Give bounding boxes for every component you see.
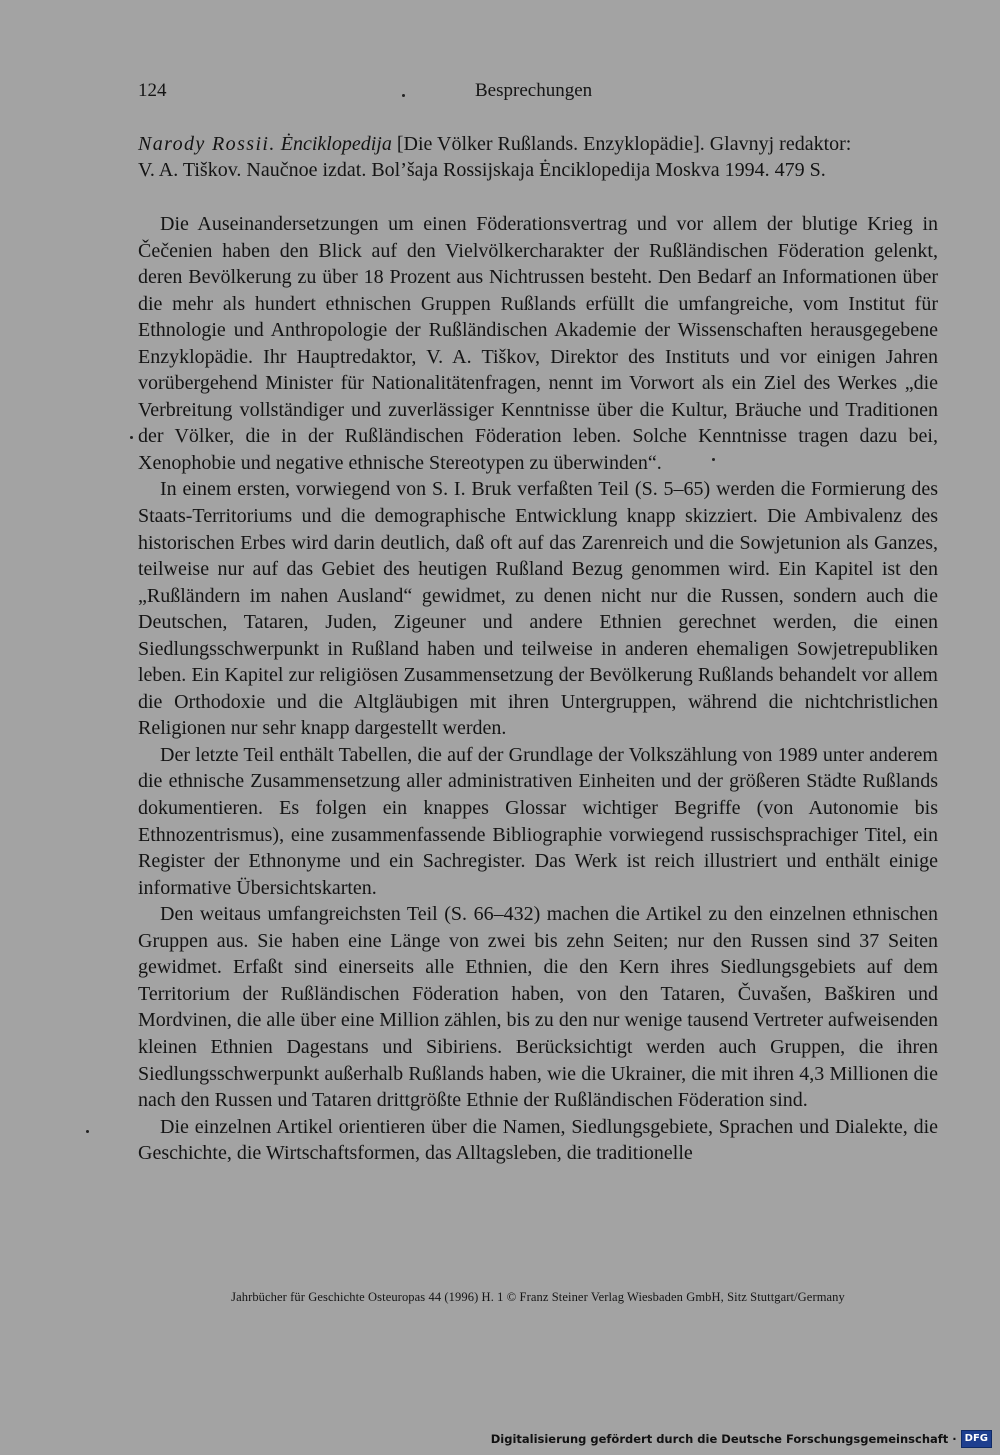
scan-speck: [712, 458, 715, 461]
scan-speck: [402, 94, 405, 97]
paragraph: Der letzte Teil enthält Tabellen, die auf der Grundlage der Volkszählung von 1989 unter anderem die ethnische Zusammensetzung aller administrativen Einheiten und der größeren Städte Rußlands dokumentieren. Es folgen ein knappes Glossar wichtiger Begriffe (von Autonomie bis Ethnozentrismus), eine zusammenfassende Bibliographie vorwiegend russischsprachiger Titel, ein Register der Ethnonyme und ein Sachregister. Das Werk ist reich illustriert und enthält einige informative Übersichtskarten.: [138, 743, 938, 899]
book-citation: [138, 131, 938, 183]
scan-speck: [86, 1130, 89, 1133]
review-body: [138, 211, 938, 1167]
paragraph: Die einzelnen Artikel orientieren über die Namen, Siedlungsgebiete, Sprachen und Dialekte, die Geschichte, die Wirtschaftsformen, das Alltagsleben, die traditionelle: [138, 1115, 938, 1165]
paragraph: In einem ersten, vorwiegend von S. I. Bruk verfaßten Teil (S. 5–65) werden die Formierung des Staats-Territoriums und die demographische Entwicklung knapp skizziert. Die Ambivalenz des historischen Erbes wird darin deutlich, daß oft auf das Zarenreich und die Sowjetunion als Ganzes, teilweise nur auf das Gebiet des heutigen Rußland Bezug genommen wird. Ein Kapitel ist den „Rußländern im nahen Ausland“ gewidmet, zu denen nicht nur die Russen, sondern auch die Deutschen, Tataren, Juden, Zigeuner und andere Ethnien gerechnet werden, die einen Siedlungsschwerpunkt in Rußland haben und teilweise in anderen ehemaligen Sowjetrepubliken leben. Ein Kapitel zur religiösen Zusammensetzung der Bevölkerung Rußlands behandelt vor allem die Orthodoxie und die Altgläubigen mit ihren Untergruppen, während die nichtchristlichen Religionen nur sehr knapp dargestellt werden.: [138, 478, 938, 740]
citation-line-1: [138, 131, 938, 157]
page-number: 124: [138, 80, 167, 101]
book-title: Narody Rossii. Ėnciklopedija: [138, 133, 392, 155]
digitization-notice: [491, 1430, 992, 1448]
dfg-logo-icon: DFG: [961, 1430, 992, 1448]
paragraph: Die Auseinandersetzungen um einen Föderationsvertrag und vor allem der blutige Krieg in Čečenien haben den Blick auf den Vielvölkercharakter der Rußländischen Föderation gelenkt, deren Bevölkerung zu über 18 Prozent aus Nichtrussen besteht. Den Bedarf an Informationen über die mehr als hundert ethnischen Gruppen Rußlands erfüllt die umfangreiche, vom Institut für Ethnologie und Anthropologie der Rußländischen Akademie der Wissenschaften herausgegebene Enzyklopädie. Ihr Hauptredaktor, V. A. Tiškov, Direktor des Instituts und vor einigen Jahren vorübergehend Minister für Nationalitätenfragen, nennt im Vorwort als ein Ziel des Werkes „die Verbreitung vollständiger und zuverlässiger Kenntnisse über die Kultur, Bräuche und Traditionen der Völker, die in der Rußländischen Föderation leben. Solche Kenntnisse tragen dazu bei, Xenophobie und negative ethnische Stereotypen zu überwinden“.: [138, 213, 938, 474]
citation-translation-editor: [Die Völker Rußlands. Enzyklopädie]. Glavnyj redaktor:: [391, 133, 852, 155]
citation-line-2: V. A. Tiškov. Naučnoe izdat. Bol’šaja Rossijskaja Ėnciklopedija Moskva 1994. 479 S.: [138, 159, 826, 181]
running-head: [138, 80, 938, 106]
journal-imprint: Jahrbücher für Geschichte Osteuropas 44 (1996) H. 1 © Franz Steiner Verlag Wiesbaden GmbH, Sitz Stuttgart/Germany: [231, 1290, 845, 1304]
running-title: Besprechungen: [475, 80, 593, 101]
paragraph: Den weitaus umfangreichsten Teil (S. 66–432) machen die Artikel zu den einzelnen ethnischen Gruppen aus. Sie haben eine Länge von zwei bis zehn Seiten; nur den Russen sind 37 Seiten gewidmet. Erfaßt sind einerseits alle Ethnien, die den Kern ihres Siedlungsgebiets auf dem Territorium der Rußländischen Föderation haben, von den Tataren, Čuvašen, Baškiren und Mordvinen, die alle über eine Million zählen, bis zu den nur wenige tausend Vertreter aufweisenden kleinen Ethnien Dagestans und Sibiriens. Berücksichtigt werden auch Gruppen, die ihren Siedlungsschwerpunkt außerhalb Rußlands haben, wie die Ukrainer, die mit ihren 4,3 Millionen die nach den Russen und Tataren drittgrößte Ethnie der Rußländischen Föderation sind.: [138, 903, 938, 1112]
scan-speck: [130, 436, 133, 439]
digitization-notice-text: Digitalisierung gefördert durch die Deutsche Forschungsgemeinschaft ·: [490, 1432, 957, 1446]
